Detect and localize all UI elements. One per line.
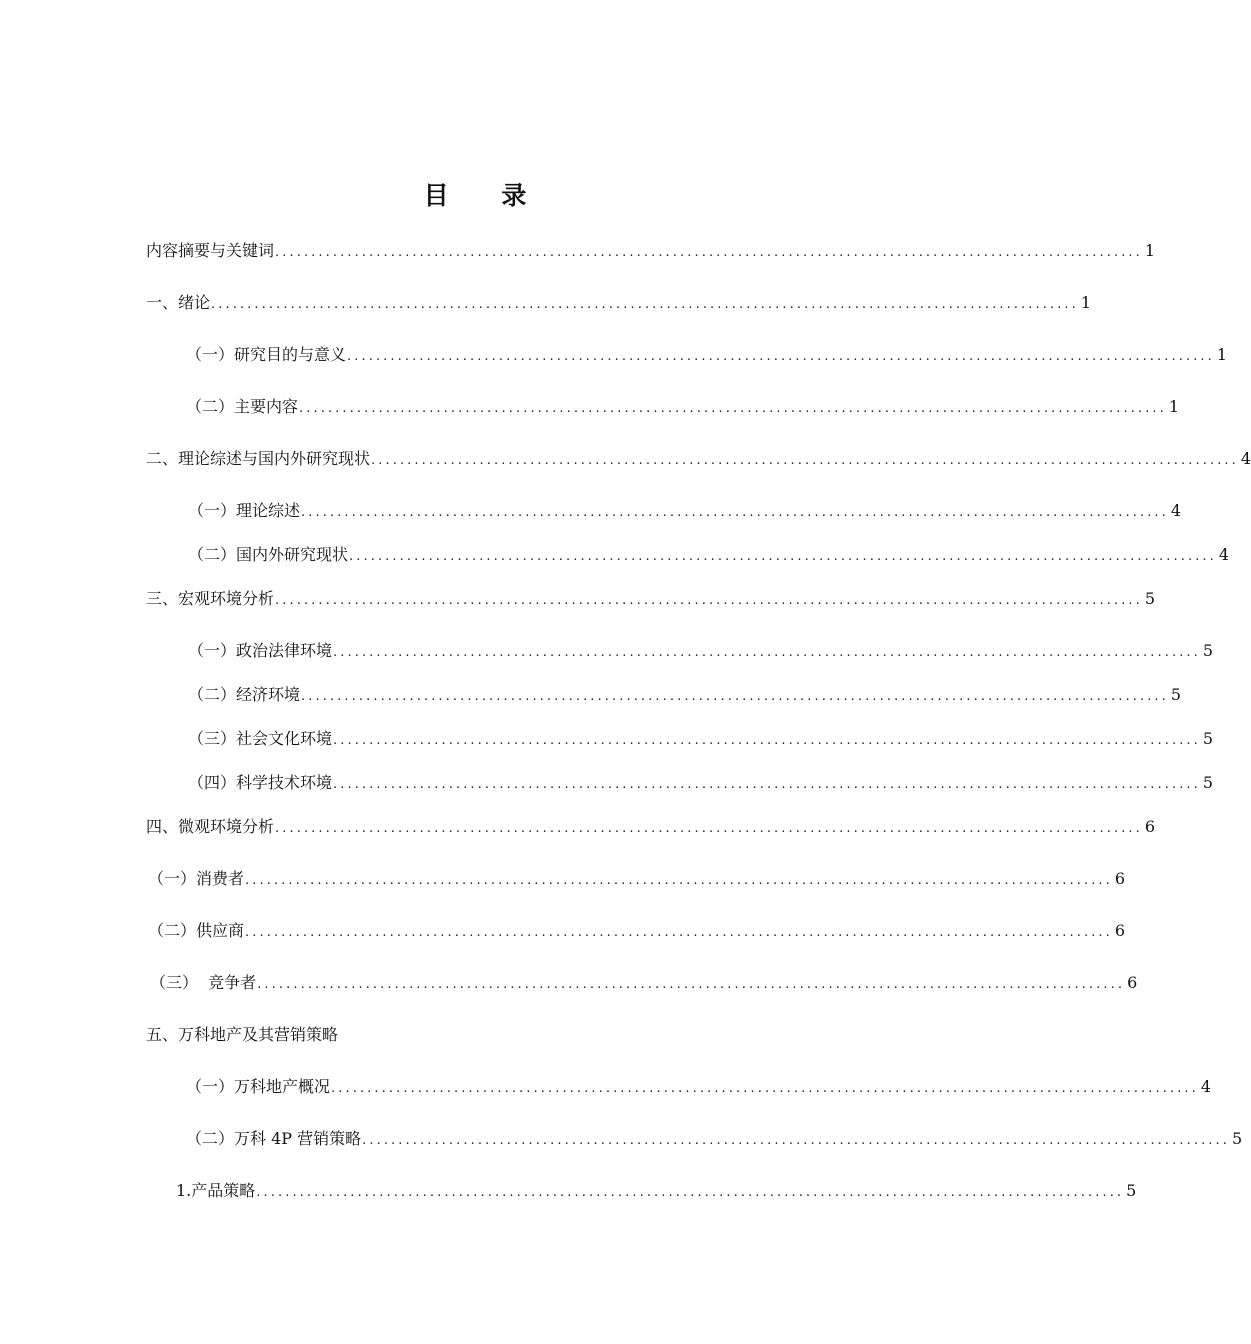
toc-leader-dots: ........................................................................................................................ [333,733,1201,748]
toc-leader-dots: ........................................................................................................................ [245,873,1113,888]
toc-leader-dots: ........................................................................................................................ [275,245,1143,260]
toc-entry-page: 1 [1168,397,1180,416]
toc-leader-dots: ........................................................................................................................ [333,777,1201,792]
toc-leader-dots: ........................................................................................................................ [362,1133,1231,1148]
toc-leader-dots: ........................................................................................................................ [333,645,1201,660]
toc-entry-page: 5 [1144,589,1156,608]
toc-entry[interactable] [146,816,1156,838]
toc-leader-dots: ........................................................................................................................ [275,593,1143,608]
toc-entry-label: 五、万科地产及其营销策略 [146,1025,339,1044]
toc-entry-page: 1 [1144,241,1156,260]
toc-entry-page: 4 [1200,1077,1212,1096]
toc-entry-label: （三）社会文化环境 [188,729,333,748]
toc-entry-page: 5 [1202,641,1214,660]
toc-leader-dots: ........................................................................................................................ [245,925,1113,940]
toc-entry[interactable] [146,588,1156,610]
toc-entry[interactable] [146,1024,806,1046]
toc-entry-label: 内容摘要与关键词 [146,241,275,260]
toc-title: 目 录 [423,181,549,210]
toc-leader-dots: ........................................................................................................................ [299,401,1167,416]
toc-leader-dots: ........................................................................................................................ [301,505,1169,520]
toc-entry-page: 6 [1114,869,1126,888]
toc-entry[interactable] [186,1128,1243,1150]
toc-entry-page: 4 [1218,545,1230,564]
toc-entry-label: （一）理论综述 [188,501,301,520]
toc-entry-page: 4 [1170,501,1182,520]
toc-entry-label: （三） 竞争者 [150,973,257,992]
toc-entry-page: 1 [1216,345,1228,364]
toc-entry[interactable] [150,972,1138,994]
toc-entry-page: 6 [1144,817,1156,836]
toc-leader-dots: ........................................................................................................................ [371,453,1239,468]
toc-entry-label: （二）国内外研究现状 [188,545,349,564]
toc-entry-label: （二）万科 4P 营销策略 [186,1129,362,1148]
toc-entry-page: 5 [1232,1129,1243,1148]
toc-entry-page: 6 [1127,973,1138,992]
toc-entry-label: （二）经济环境 [188,685,301,704]
toc-entry[interactable] [186,344,1228,366]
toc-entry-page: 5 [1202,729,1214,748]
toc-entry[interactable] [188,728,1214,750]
toc-entry[interactable] [188,544,1230,566]
toc-entry[interactable] [188,772,1214,794]
toc-entry-page: 6 [1114,921,1126,940]
toc-entry[interactable] [188,640,1214,662]
toc-leader-dots: ........................................................................................................................ [211,297,1079,312]
toc-entry-label: 一、绪论 [146,293,211,312]
toc-entry-page: 5 [1126,1181,1137,1200]
toc-entry[interactable] [148,920,1126,942]
toc-leader-dots: ........................................................................................................................ [257,977,1126,992]
toc-entry-label: 三、宏观环境分析 [146,589,275,608]
toc-entry-label: （二）主要内容 [186,397,299,416]
toc-entry[interactable] [176,1180,1137,1202]
toc-entry[interactable] [188,500,1182,522]
toc-entry-page: 4 [1240,449,1251,468]
toc-entry[interactable] [146,292,1092,314]
toc-entry-label: 二、理论综述与国内外研究现状 [146,449,371,468]
toc-entry[interactable] [148,868,1126,890]
toc-entry-label: （一）政治法律环境 [188,641,333,660]
toc-entry[interactable] [186,1076,1212,1098]
toc-entry-label: 四、微观环境分析 [146,817,275,836]
toc-entry-label: （一）万科地产概况 [186,1077,331,1096]
toc-leader-dots: ........................................................................................................................ [275,821,1143,836]
toc-entry-label: （一）消费者 [148,869,245,888]
toc-entry[interactable] [188,684,1182,706]
toc-entry[interactable] [146,448,1251,470]
toc-leader-dots: ........................................................................................................................ [331,1081,1199,1096]
toc-entry-label: （四）科学技术环境 [188,773,333,792]
toc-entry[interactable] [186,396,1180,418]
toc-entry-label: （一）研究目的与意义 [186,345,347,364]
toc-entry[interactable] [146,240,1156,262]
toc-entry-label: （二）供应商 [148,921,245,940]
toc-leader-dots: ........................................................................................................................ [347,349,1215,364]
toc-leader-dots: ........................................................................................................................ [256,1185,1125,1200]
toc-leader-dots: ........................................................................................................................ [301,689,1169,704]
toc-entry-label: 1.产品策略 [176,1181,256,1200]
toc-entry-page: 1 [1080,293,1092,312]
toc-entry-page: 5 [1170,685,1182,704]
toc-entry-page: 5 [1202,773,1214,792]
toc-leader-dots: ........................................................................................................................ [349,549,1217,564]
